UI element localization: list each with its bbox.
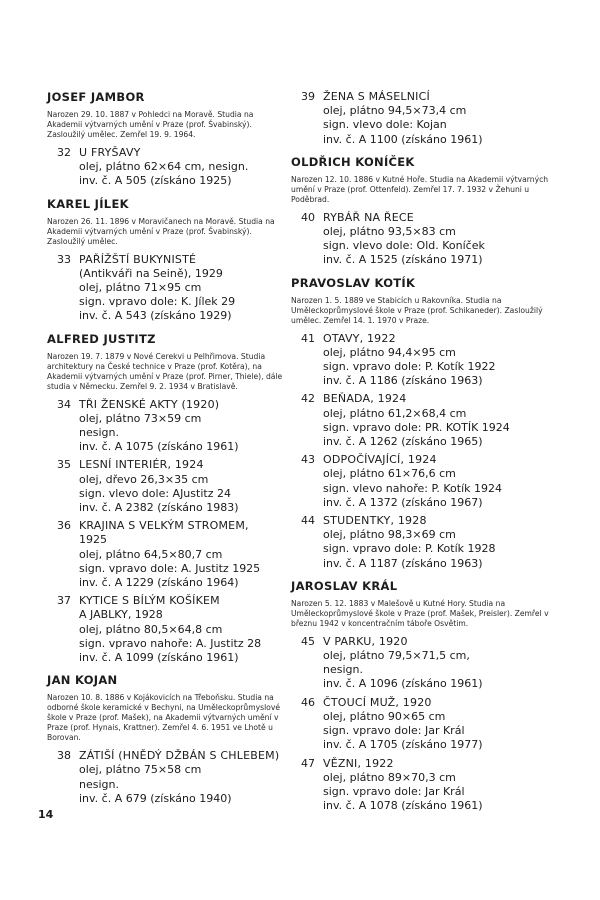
artwork-detail-line: olej, plátno 80,5×64,8 cm — [79, 622, 223, 636]
catalog-entry — [47, 594, 290, 665]
catalog-entry — [291, 90, 568, 147]
artwork-detail-line: sign. vpravo dole: A. Justitz 1925 — [79, 561, 261, 575]
artwork-detail-line: olej, plátno 90×65 cm — [323, 709, 446, 723]
artwork-detail-line: sign. vpravo dole: K. Jílek 29 — [79, 295, 236, 309]
catalog-entry-details — [323, 453, 502, 510]
artwork-detail-line: olej, plátno 61×76,6 cm — [323, 467, 456, 481]
artwork-title: U FRYŠAVY — [79, 146, 141, 159]
catalog-entry-details — [79, 458, 238, 515]
catalog-entry-details — [323, 332, 496, 389]
artwork-detail-line: sign. vpravo dole: Jar Král — [323, 784, 465, 798]
artwork-detail-line: olej, plátno 71×95 cm — [79, 281, 202, 295]
artwork-detail-line: inv. č. A 505 (získáno 1925) — [79, 174, 232, 188]
catalog-entry — [47, 458, 290, 515]
artwork-title: OTAVY, 1922 — [323, 331, 396, 345]
artwork-title: ZÁTIŠÍ (HNĚDÝ DŽBÁN S CHLEBEM) — [79, 749, 280, 763]
catalog-entry-details — [323, 392, 510, 449]
catalog-number: 37 — [57, 594, 71, 608]
right-column — [291, 90, 568, 821]
artwork-title: ODPOČÍVAJÍCÍ, 1924 — [323, 453, 437, 467]
catalog-number: 38 — [57, 749, 71, 763]
catalog-number: 36 — [57, 519, 71, 533]
catalog-entry — [291, 392, 568, 449]
catalog-entry-details — [79, 519, 260, 590]
artwork-title: RYBÁŘ NA ŘECE — [323, 210, 414, 224]
artwork-detail-line: sign. vpravo dole: Jar Král — [323, 724, 465, 738]
artwork-detail-line: nesign. — [323, 663, 363, 677]
artwork-detail-line: olej, plátno 64,5×80,7 cm — [79, 547, 223, 561]
artwork-title: KYTICE S BÍLÝM KOŠÍKEM — [79, 594, 220, 608]
artwork-detail-line: inv. č. A 1075 (získáno 1961) — [79, 440, 239, 454]
artwork-title: PAŘÍŽŠTÍ BUKYNISTÉ — [79, 252, 197, 266]
catalog-entry — [291, 757, 568, 814]
catalog-entry-details — [323, 696, 482, 753]
catalog-entry-details — [79, 398, 238, 455]
artist-name: OLDŘICH KONÍČEK — [291, 154, 415, 169]
artwork-detail-line: nesign. — [79, 426, 119, 440]
artwork-title: LESNÍ INTERIÉR, 1924 — [79, 458, 204, 472]
artwork-detail-line: olej, plátno 73×59 cm — [79, 411, 202, 425]
artist-bio: Narozen 19. 7. 1879 v Nové Cerekvi u Pelhřimova. Studia architektury na České technice v Praze (prof. Kotěra), na Akademii výtvarných umění v Praze (prof. Pirner, Thiele), dále studia v Německu. Zemřel 9. 2. 1934 v Bratislavě. — [47, 351, 283, 391]
artwork-title: BEŇADA, 1924 — [323, 392, 407, 406]
catalog-entry-details — [323, 757, 482, 814]
catalog-number: 39 — [301, 90, 315, 103]
artist-entry — [291, 579, 568, 813]
catalog-entry — [291, 635, 568, 692]
catalog-entry-details — [79, 253, 235, 324]
artist-entry — [47, 673, 290, 806]
artist-name: JAN KOJAN — [47, 673, 118, 688]
artwork-detail-line: inv. č. A 1372 (získáno 1967) — [323, 495, 483, 509]
artwork-detail-line: olej, plátno 98,3×69 cm — [323, 528, 456, 542]
catalog-number: 35 — [57, 458, 71, 472]
artwork-detail-line: inv. č. A 1705 (získáno 1977) — [323, 738, 483, 752]
catalog-entry — [291, 211, 568, 268]
catalog-number: 46 — [301, 695, 315, 709]
artist-name: KAREL JÍLEK — [47, 196, 129, 211]
artist-name: JOSEF JAMBOR — [47, 90, 145, 104]
catalog-number: 40 — [301, 210, 315, 224]
artist-entry — [47, 197, 290, 324]
catalog-entry — [47, 253, 290, 324]
artist-bio: Narozen 1. 5. 1889 ve Stabicích u Rakovníka. Studia na Uměleckoprůmyslové škole v Praze (prof. Schikaneder). Zasloužilý umělec. Zemřel 14. 1. 1970 v Praze. — [291, 295, 543, 325]
catalog-number: 32 — [57, 146, 71, 159]
artist-bio: Narozen 5. 12. 1883 v Malešově u Kutné Hory. Studia na Uměleckoprůmyslové škole v Praze (prof. Mašek, Preisler). Zemřel v březnu 1942 v koncentračním táboře Osvětim. — [291, 598, 549, 628]
artist-name: JAROSLAV KRÁL — [291, 578, 398, 593]
artist-entry — [47, 90, 290, 189]
artwork-detail-line: olej, dřevo 26,3×35 cm — [79, 472, 209, 486]
artwork-title: STUDENTKY, 1928 — [323, 514, 427, 528]
artwork-detail-line: inv. č. A 1229 (získáno 1964) — [79, 576, 239, 590]
artwork-detail-line: sign. vlevo dole: Old. Koníček — [323, 239, 485, 253]
catalog-entry — [291, 453, 568, 510]
catalog-entry — [291, 514, 568, 571]
artwork-detail-line: sign. vlevo nahoře: P. Kotík 1924 — [323, 481, 503, 495]
artist-bio: Narozen 26. 11. 1896 v Moravičanech na Moravě. Studia na Akademii výtvarných umění v Praze (prof. Švabinský). Zasloužilý umělec. — [47, 216, 275, 246]
artist-entry — [291, 276, 568, 571]
artwork-title: ČTOUCÍ MUŽ, 1920 — [323, 695, 432, 709]
left-column — [47, 90, 290, 814]
catalog-number: 45 — [301, 634, 315, 648]
artwork-detail-line: sign. vlevo dole: AJustitz 24 — [79, 486, 231, 500]
artwork-detail-line: olej, plátno 89×70,3 cm — [323, 770, 456, 784]
catalog-entry-details — [323, 635, 482, 692]
artwork-title: V PARKU, 1920 — [323, 634, 408, 648]
catalog-entry-details — [323, 90, 482, 147]
artwork-detail-line: inv. č. A 1099 (získáno 1961) — [79, 651, 239, 665]
catalog-entry — [47, 519, 290, 590]
artist-entry — [47, 332, 290, 666]
catalog-entry-details — [323, 514, 496, 571]
artwork-detail-line: inv. č. A 1187 (získáno 1963) — [323, 556, 483, 570]
artwork-detail-line: inv. č. A 2382 (získáno 1983) — [79, 501, 239, 515]
artwork-detail-line: olej, plátno 62×64 cm, nesign. — [79, 160, 249, 174]
artwork-detail-line: nesign. — [79, 777, 119, 791]
artwork-detail-line: A JABLKY, 1928 — [79, 608, 163, 622]
artwork-detail-line: inv. č. A 543 (získáno 1929) — [79, 309, 232, 323]
artwork-detail-line: inv. č. A 1096 (získáno 1961) — [323, 677, 483, 691]
catalog-number: 33 — [57, 252, 71, 266]
catalog-entry — [47, 146, 290, 189]
catalog-entry-details — [79, 146, 248, 189]
artwork-title: KRAJINA S VELKÝM STROMEM, — [79, 519, 249, 533]
artwork-detail-line: sign. vpravo dole: PR. KOTÍK 1924 — [323, 420, 510, 434]
artist-bio: Narozen 12. 10. 1886 v Kutné Hoře. Studia na Akademii výtvarných umění v Praze (prof. Ottenfeld). Zemřel 17. 7. 1932 v Žehuni u Poděbrad. — [291, 174, 549, 204]
catalog-number: 47 — [301, 756, 315, 770]
artwork-title: ŽENA S MÁSELNICÍ — [323, 90, 430, 103]
artwork-detail-line: inv. č. A 1078 (získáno 1961) — [323, 799, 483, 813]
catalog-number: 34 — [57, 397, 71, 411]
artwork-detail-line: olej, plátno 61,2×68,4 cm — [323, 406, 467, 420]
artwork-detail-line: inv. č. A 1525 (získáno 1971) — [323, 253, 483, 267]
artist-entry — [291, 90, 568, 147]
artwork-title: VĚZNI, 1922 — [323, 756, 394, 770]
catalog-number: 42 — [301, 392, 315, 406]
artist-bio: Narozen 29. 10. 1887 v Pohledci na Moravě. Studia na Akademii výtvarných umění v Praze (prof. Švabinský). Zasloužilý umělec. Zemřel 19. 9. 1964. — [47, 110, 254, 139]
catalog-entry — [47, 749, 290, 806]
artwork-detail-line: sign. vlevo dole: Kojan — [323, 118, 447, 132]
artwork-detail-line: olej, plátno 93,5×83 cm — [323, 225, 456, 239]
artwork-detail-line: (Antikváři na Seině), 1929 — [79, 266, 223, 280]
artwork-detail-line: inv. č. A 1262 (získáno 1965) — [323, 435, 483, 449]
artwork-detail-line: olej, plátno 94,4×95 cm — [323, 345, 456, 359]
catalog-entry — [47, 398, 290, 455]
catalog-number: 41 — [301, 331, 315, 345]
page-number: 14 — [38, 808, 54, 821]
catalog-entry-details — [79, 594, 261, 665]
artwork-detail-line: sign. vpravo dole: P. Kotík 1922 — [323, 360, 496, 374]
catalog-entry — [291, 332, 568, 389]
artwork-detail-line: olej, plátno 94,5×73,4 cm — [323, 104, 467, 118]
catalog-number: 43 — [301, 453, 315, 467]
artist-name: PRAVOSLAV KOTÍK — [291, 275, 416, 290]
artwork-detail-line: olej, plátno 75×58 cm — [79, 763, 202, 777]
artist-entry — [291, 155, 568, 268]
catalog-entry — [291, 696, 568, 753]
catalog-entry-details — [323, 211, 485, 268]
artwork-detail-line: inv. č. A 679 (získáno 1940) — [79, 791, 232, 805]
artwork-detail-line: inv. č. A 1100 (získáno 1961) — [323, 132, 483, 146]
artwork-detail-line: inv. č. A 1186 (získáno 1963) — [323, 374, 483, 388]
catalog-number: 44 — [301, 514, 315, 528]
artwork-detail-line: sign. vpravo dole: P. Kotík 1928 — [323, 542, 496, 556]
artwork-detail-line: olej, plátno 79,5×71,5 cm, — [323, 649, 470, 663]
artist-name: ALFRED JUSTITZ — [47, 331, 156, 346]
catalog-entry-details — [79, 749, 279, 806]
artwork-title: TŘI ŽENSKÉ AKTY (1920) — [79, 397, 220, 411]
artist-bio: Narozen 10. 8. 1886 v Kojákovicích na Třeboňsku. Studia na odborné škole keramické v Bechyni, na Uměleckoprůmyslové škole v Praze (prof. Mašek), na Akademii výtvarných umění v Praze (prof. Hynais, Krattner). Zemřel 4. 6. 1951 ve Lhotě u Borovan. — [47, 693, 280, 743]
artwork-detail-line: sign. vpravo nahoře: A. Justitz 28 — [79, 636, 262, 650]
artwork-detail-line: 1925 — [79, 533, 107, 547]
